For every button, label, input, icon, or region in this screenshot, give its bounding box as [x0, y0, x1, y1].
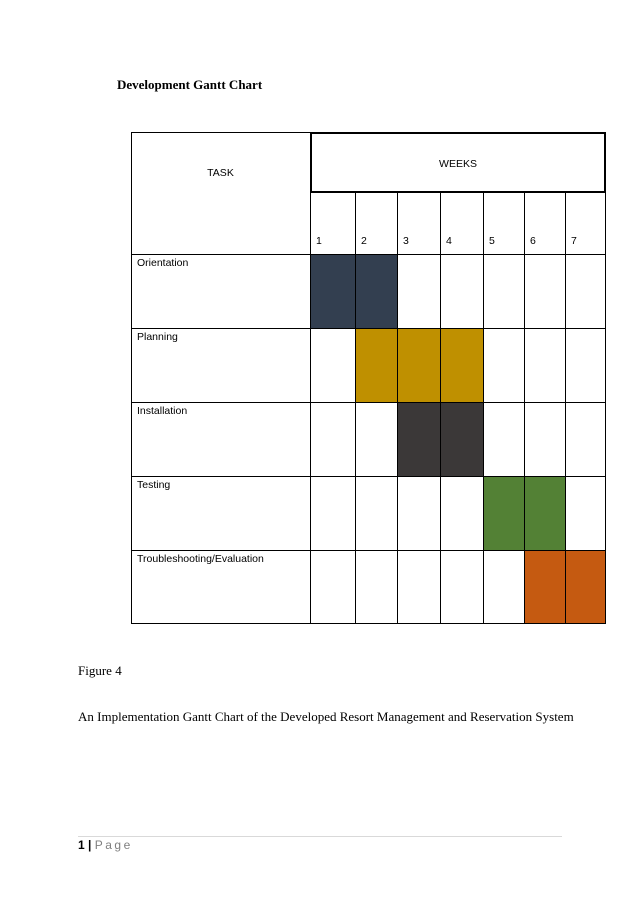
task-label: Orientation: [137, 257, 189, 269]
week-header-4: 4: [446, 235, 452, 247]
figure-label: Figure 4: [78, 663, 122, 678]
grid-line-week-4: [483, 192, 484, 624]
figure-caption: An Implementation Gantt Chart of the Developed Resort Management and Reservation System: [78, 709, 574, 724]
grid-line-right: [605, 192, 606, 624]
page-heading: Development Gantt Chart: [117, 77, 263, 92]
task-label: Planning: [137, 331, 178, 343]
page-word: Page: [94, 838, 133, 852]
task-label: Troubleshooting/Evaluation: [137, 553, 264, 565]
task-label: Installation: [137, 405, 188, 417]
task-label: Testing: [137, 479, 171, 491]
grid-line-week-2: [397, 192, 398, 624]
grid-line-week-1: [355, 192, 356, 624]
grid-line-week-6: [565, 192, 566, 624]
task-column-header: TASK: [207, 166, 234, 179]
week-header-6: 6: [530, 235, 536, 247]
week-header-3: 3: [403, 235, 409, 247]
grid-line-week-3: [440, 192, 441, 624]
page-number: 1: [78, 838, 85, 852]
weeks-column-header: WEEKS: [310, 132, 606, 193]
week-header-7: 7: [571, 235, 577, 247]
page-footer: [78, 838, 133, 852]
week-header-2: 2: [361, 235, 367, 247]
grid-line-week-5: [524, 192, 525, 624]
gantt-bar-orientation: [310, 254, 397, 328]
footer-separator: |: [88, 838, 92, 852]
week-header-1: 1: [316, 235, 322, 247]
footer-divider: [78, 836, 562, 837]
gantt-chart-table: [131, 132, 606, 624]
week-header-5: 5: [489, 235, 495, 247]
gantt-bar-planning: [355, 328, 483, 402]
